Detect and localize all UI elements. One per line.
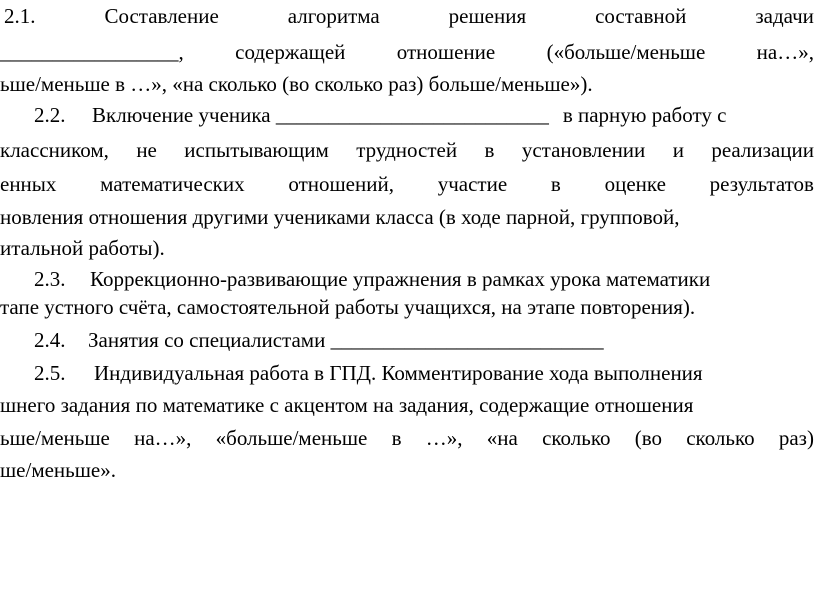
item-2-2-line-1: 2.2. Включение ученика __________________________ в парную работу с (34, 103, 727, 127)
item-2-3-line-1: 2.3. Коррекционно-развивающие упражнения в рамках урока математики (34, 267, 711, 291)
item-2-5-line-4: ше/меньше». (0, 458, 116, 482)
item-2-1-line-1: 2.1. Составление алгоритма решения составной задачи (4, 4, 814, 28)
item-2-2-number: 2.2. (34, 103, 66, 127)
item-2-1-line-3: ьше/меньше в …», «на сколько (во сколько раз) больше/меньше»). (0, 72, 593, 96)
item-2-3-line-2: тапе устного счёта, самостоятельной работы учащихся, на этапе повторения). (0, 295, 696, 319)
item-2-5-line-2: шнего задания по математике с акцентом на задания, содержащие отношения (0, 393, 694, 417)
item-2-3-number: 2.3. (34, 267, 66, 291)
item-2-2-line-4: новления отношения другими учениками класса (в ходе парной, групповой, (0, 205, 680, 229)
item-2-2-line-3: енных математических отношений, участие в оценке результатов (0, 172, 814, 196)
item-2-2-line-5: итальной работы). (0, 236, 165, 260)
item-2-4-line-1: 2.4. Занятия со специалистами __________________________ (34, 328, 604, 352)
item-2-4-number: 2.4. (34, 328, 66, 352)
item-2-1-number: 2.1. (4, 4, 36, 28)
item-2-2-line-2: классником, не испытывающим трудностей в установлении и реализации (0, 138, 814, 162)
item-2-5-line-3: ьше/меньше на…», «больше/меньше в …», «на сколько (во сколько раз) (0, 426, 814, 450)
item-2-1-line-2: _________________, содержащей отношение («больше/меньше на…», (0, 40, 814, 64)
item-2-5-line-1: 2.5. Индивидуальная работа в ГПД. Комментирование хода выполнения (34, 361, 703, 385)
item-2-5-number: 2.5. (34, 361, 66, 385)
